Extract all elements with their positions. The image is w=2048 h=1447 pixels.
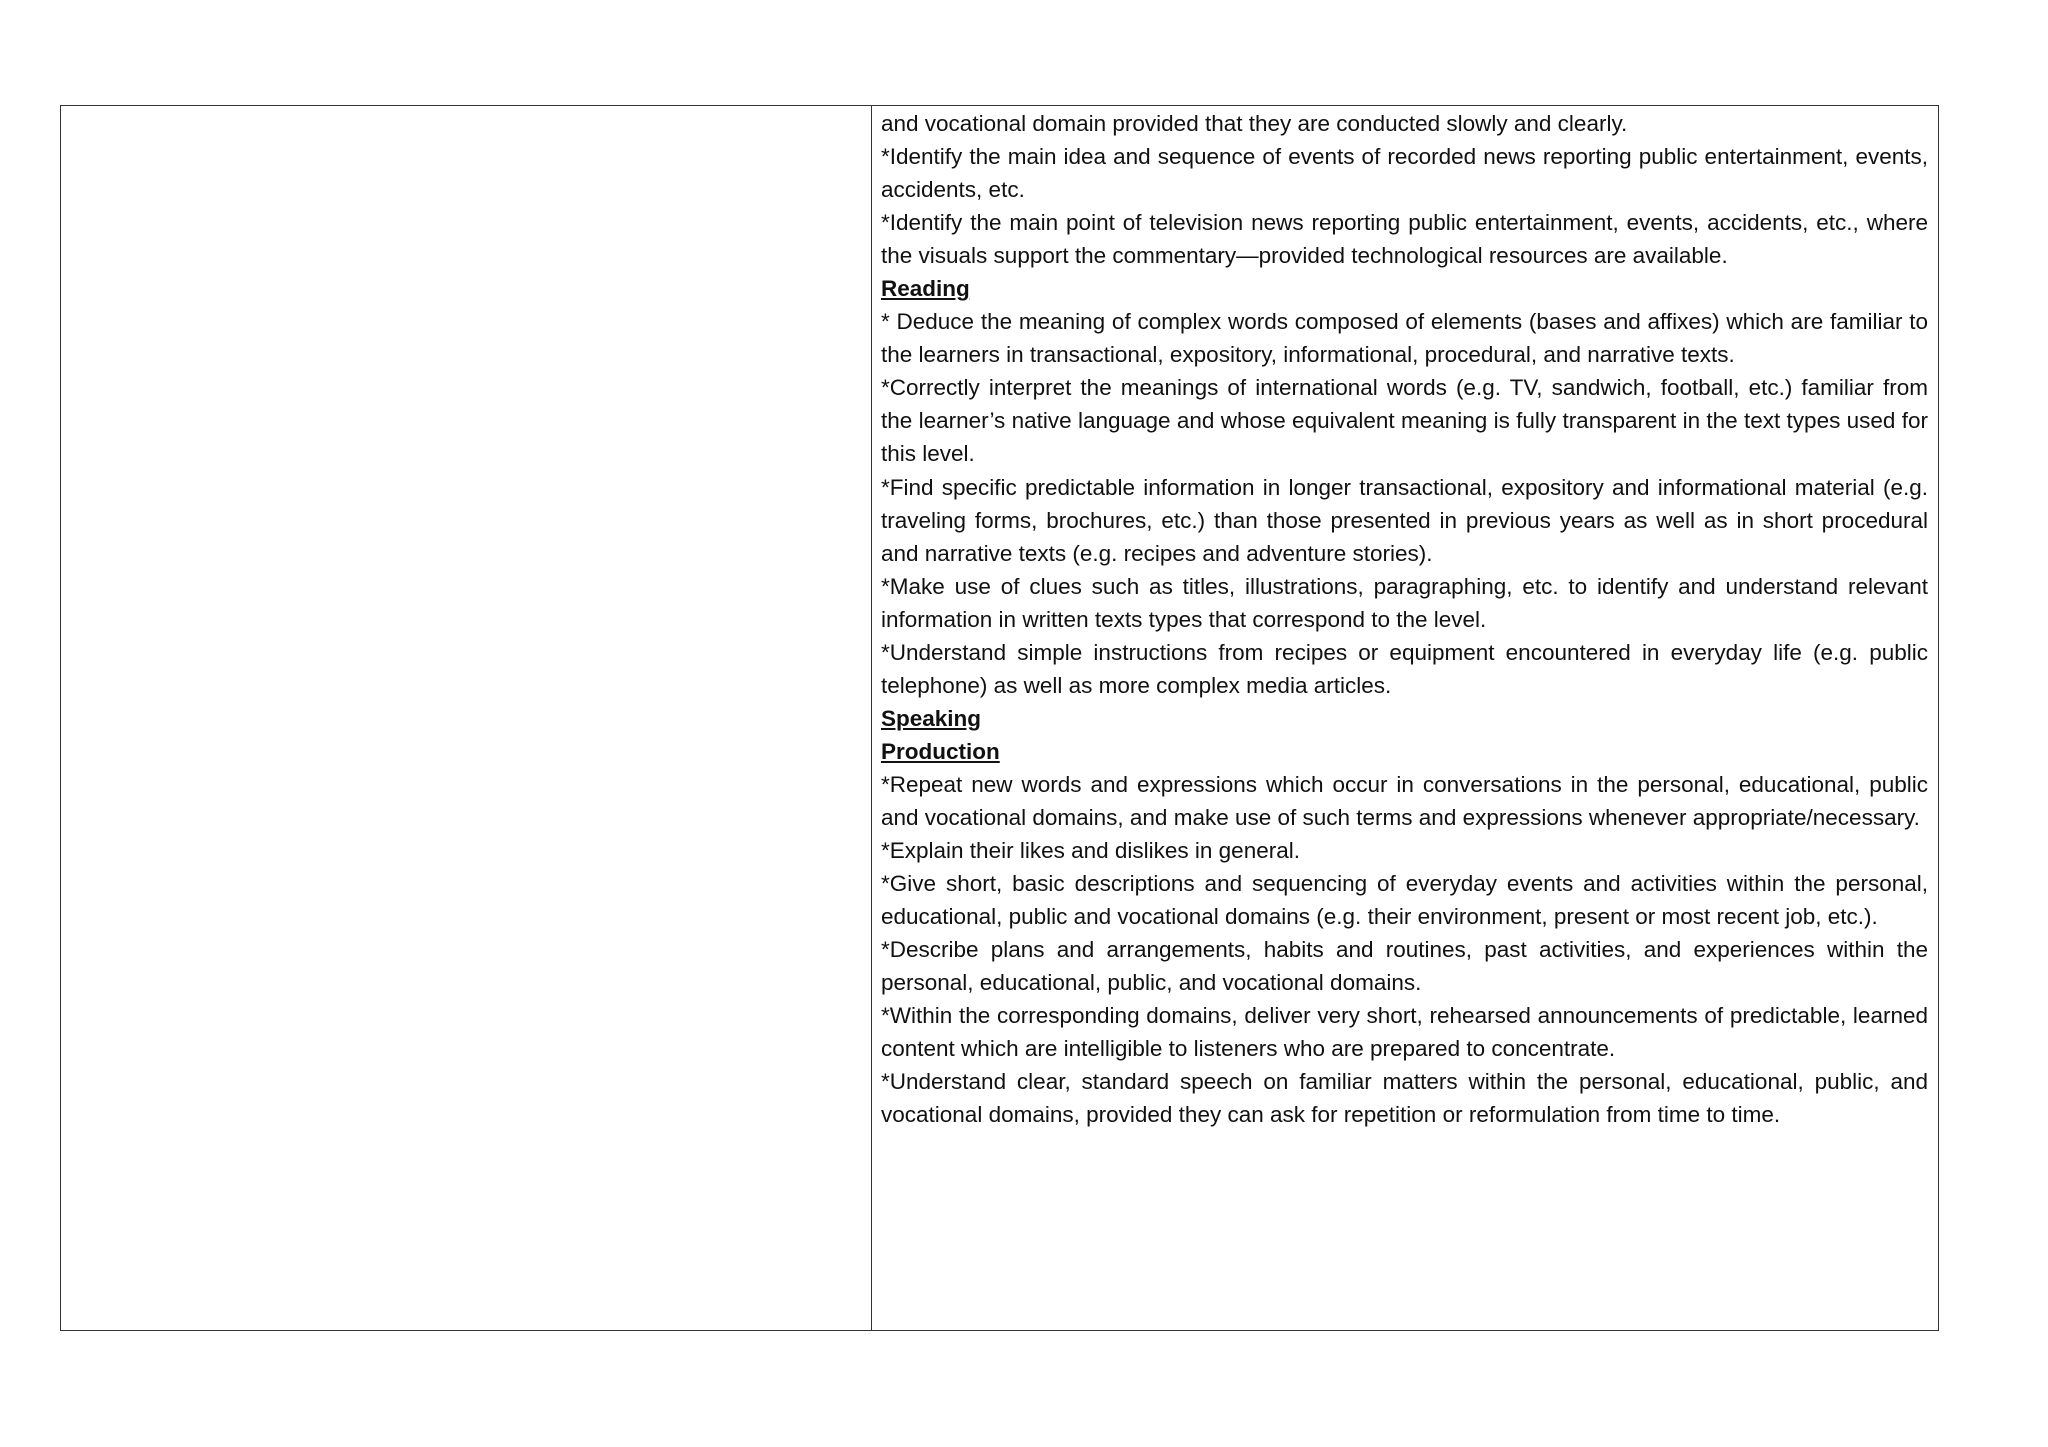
paragraph-television-news: *Identify the main point of television news reporting public entertainment, events, accidents, etc., where the visuals support the commentary—provided technological resources are available.: [881, 210, 1928, 269]
paragraph-likes-dislikes: *Explain their likes and dislikes in general.: [881, 838, 1300, 864]
heading-production: Production: [881, 738, 1000, 764]
paragraph-announcements: *Within the corresponding domains, deliver very short, rehearsed announcements of predictable, learned content which are intelligible to listeners who are prepared to concentrate.: [881, 1003, 1928, 1062]
paragraph-plans: *Describe plans and arrangements, habits and routines, past activities, and experiences within the personal, educational, public, and vocational domains.: [881, 937, 1928, 996]
left-empty-cell: [61, 106, 872, 1330]
paragraph-standard-speech: *Understand clear, standard speech on familiar matters within the personal, educational, public, and vocational domains, provided they can ask for repetition or reformulation from time to time.: [881, 1069, 1928, 1128]
paragraph-clues: *Make use of clues such as titles, illustrations, paragraphing, etc. to identify and understand relevant information in written texts types that correspond to the level.: [881, 573, 1928, 632]
content-table: [60, 105, 1939, 1331]
paragraph-repeat-words: *Repeat new words and expressions which occur in conversations in the personal, educational, public and vocational domains, and make use of such terms and expressions whenever appropriate/necessary.: [881, 771, 1928, 830]
paragraph-instructions: *Understand simple instructions from recipes or equipment encountered in everyday life (e.g. public telephone) as well as more complex media articles.: [881, 639, 1928, 698]
paragraph-descriptions: *Give short, basic descriptions and sequencing of everyday events and activities within the personal, educational, public and vocational domains (e.g. their environment, present or most recent job, etc.).: [881, 871, 1928, 930]
paragraph-international-words: *Correctly interpret the meanings of international words (e.g. TV, sandwich, football, etc.) familiar from the learner’s native language and whose equivalent meaning is fully transparent in the text types used for this level.: [881, 375, 1928, 467]
heading-speaking: Speaking: [881, 705, 982, 731]
paragraph-specific-information: *Find specific predictable information in longer transactional, expository and informational material (e.g. traveling forms, brochures, etc.) than those presented in previous years as well as in short procedural and narrative texts (e.g. recipes and adventure stories).: [881, 474, 1928, 566]
paragraph-complex-words: * Deduce the meaning of complex words composed of elements (bases and affixes) which are familiar to the learners in transactional, expository, informational, procedural, and narrative texts.: [881, 309, 1928, 368]
objectives-cell: [872, 106, 1938, 1330]
paragraph-recorded-news: *Identify the main idea and sequence of events of recorded news reporting public entertainment, events, accidents, etc.: [881, 144, 1928, 203]
paragraph-listening-continuation: and vocational domain provided that they are conducted slowly and clearly.: [881, 111, 1628, 136]
heading-reading: Reading: [881, 276, 970, 302]
